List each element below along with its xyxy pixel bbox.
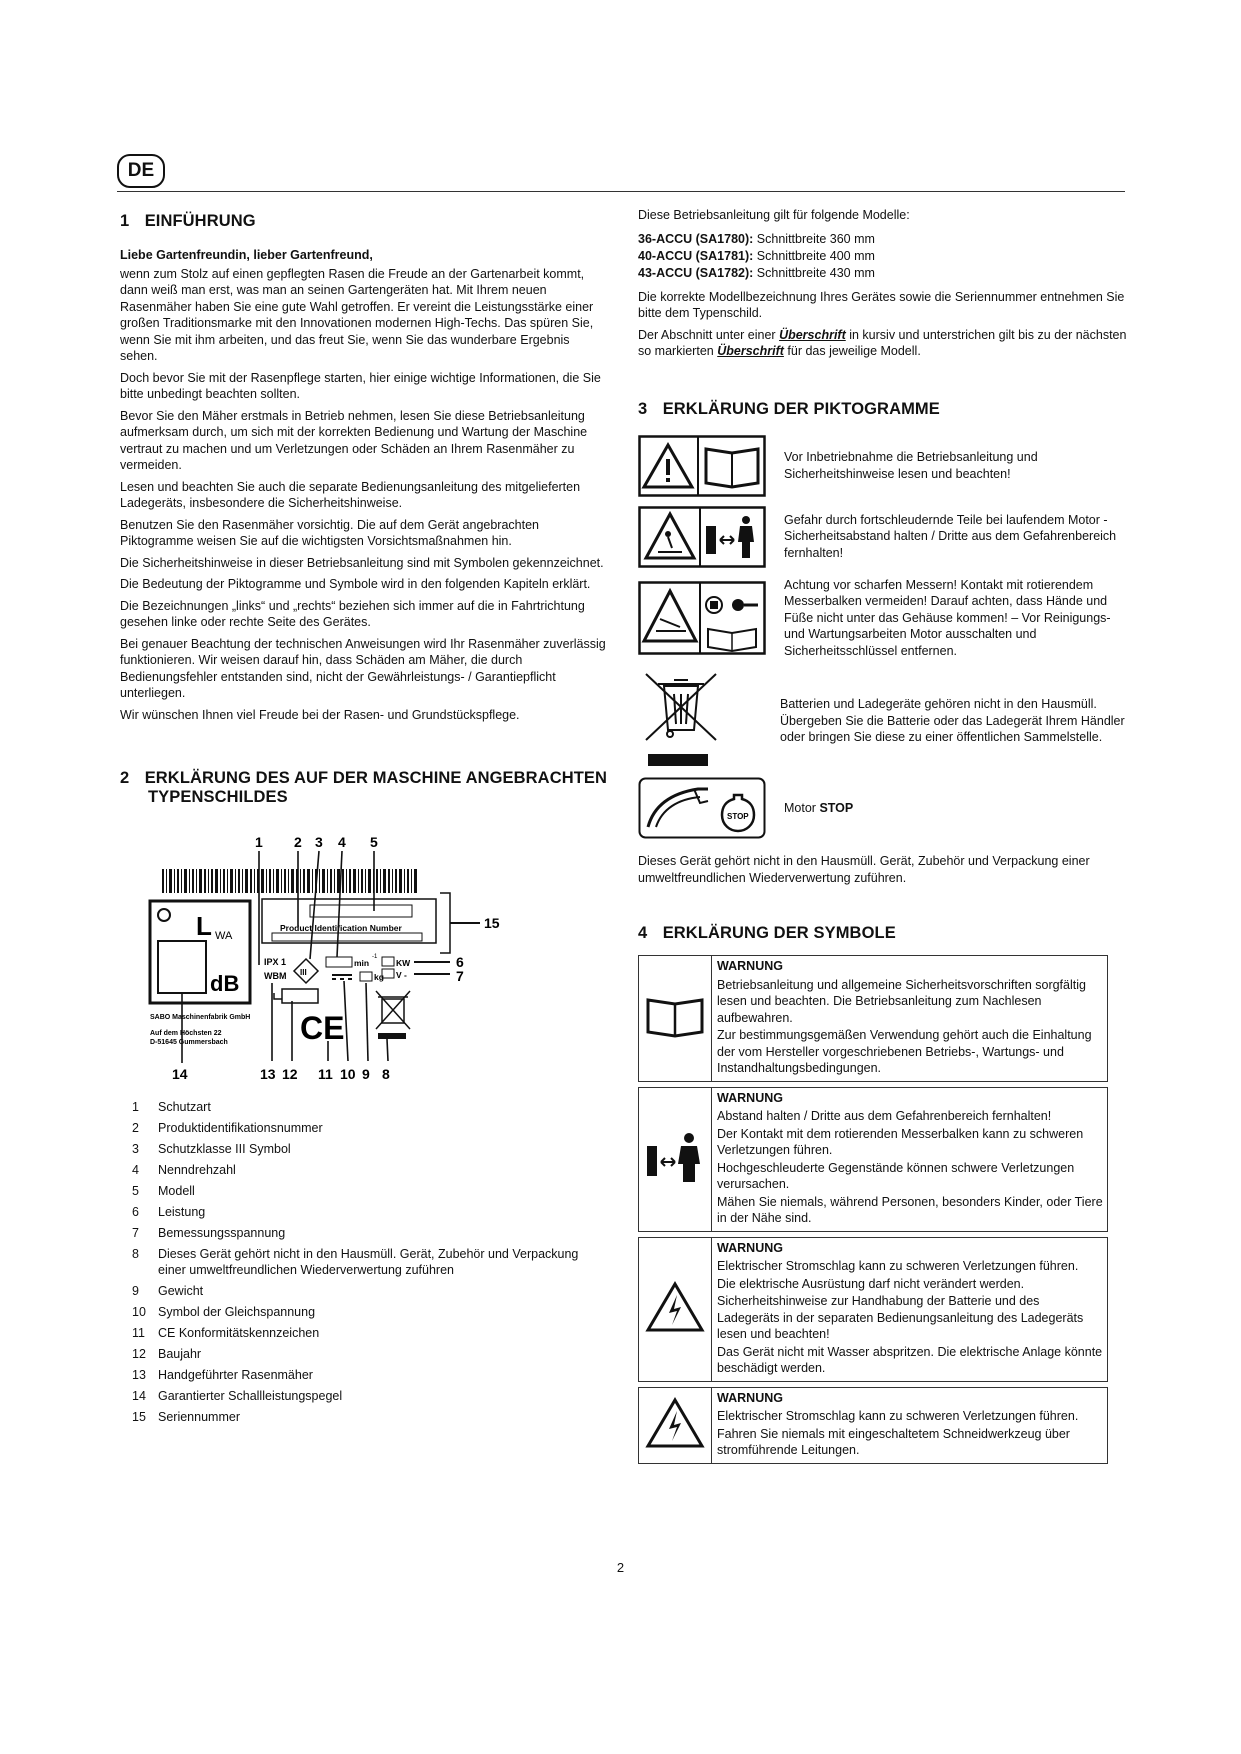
pictogram-thrown-objects [638, 506, 1128, 568]
warning-line: Sicherheitshinweise zur Handhabung der Batterie und des Ladegeräts in der separaten Bedienungsanleitung des Ladegeräts lesen und beachten! [717, 1294, 1084, 1341]
warning-line: Der Kontakt mit dem rotierenden Messerbalken kann zu schweren Verletzungen führen. [717, 1126, 1084, 1157]
legend-item: 10 Symbol der Gleichspannung [132, 1305, 316, 1319]
callout-4: 4 [338, 835, 346, 850]
legend-item: 12 Baujahr [132, 1347, 202, 1361]
nameplate-diagram [132, 835, 542, 1091]
symbols-table [638, 955, 1108, 1464]
sharp-blade-key-icon [638, 581, 766, 655]
symbol-icon-cell [639, 1387, 712, 1463]
intro-paragraph-4: Lesen und beachten Sie auch die separate Bedienungsanleitung des mitgelieferten Ladegeräts, insbesondere die Sicherheitshinweise. [120, 479, 581, 510]
symbol-row [639, 1237, 1108, 1381]
callout-13: 13 [260, 1066, 276, 1082]
left-column [120, 212, 608, 1430]
warning-line: Betriebsanleitung und allgemeine Sicherheitsvorschriften sorgfältig lesen und beachten. Die Betriebsanleitung zum Nachlesen aufbewahren. [717, 977, 1086, 1025]
callout-8: 8 [382, 1066, 390, 1082]
legend-item: 2 Produktidentifikationsnummer [132, 1121, 323, 1135]
warning-line: Elektrischer Stromschlag kann zu schweren Verletzungen führen. [717, 1259, 1079, 1273]
symbol-text-cell [712, 956, 1108, 1082]
callout-9: 9 [362, 1066, 370, 1082]
intro-paragraph-9: Bei genauer Beachtung der technischen Anweisungen wird Ihr Rasenmäher zuverlässig funktionieren. Wir weisen darauf hin, dass Schäden am Mäher, die durch Bedienungsfehler entstanden sind, nicht der Gewährleistungs- / Garantiepflicht unterliegen. [120, 636, 606, 700]
model-line: 40-ACCU (SA1781): Schnittbreite 400 mm [638, 248, 875, 263]
callout-3: 3 [315, 835, 323, 850]
kg-label: kg [374, 972, 384, 982]
legend-item: 9 Gewicht [132, 1284, 204, 1298]
ipx-label: IPX 1 [264, 957, 287, 967]
legend-item: 11 CE Konformitätskennzeichen [132, 1326, 320, 1340]
model-line: 36-ACCU (SA1780): Schnittbreite 360 mm [638, 231, 875, 246]
stop-icon-text: STOP [727, 812, 749, 821]
legend-item: 1 Schutzart [132, 1100, 211, 1114]
warning-label: WARNUNG [717, 1390, 783, 1405]
intro-paragraph-3: Bevor Sie den Mäher erstmals in Betrieb nehmen, lesen Sie diese Betriebsanleitung aufmerksam durch, um sich mit der korrekten Bedienung und Wartung der Maschine vertraut zu machen und um Verletzungen oder Schäden an Ihrem Rasenmäher zu vermeiden. [120, 408, 588, 472]
callout-11: 11 [318, 1066, 333, 1082]
warning-label: WARNUNG [717, 1090, 783, 1105]
barcode [162, 869, 417, 893]
intro-paragraph-5: Benutzen Sie den Rasenmäher vorsichtig. Die auf dem Gerät angebrachten Piktogramme weisen Sie auf die wichtigsten Vorsichtsmaßnahmen hin. [120, 517, 539, 548]
wheelie-bin-icon [376, 991, 410, 1029]
product-id-label: Product Identification Number [280, 923, 402, 933]
warning-label: WARNUNG [717, 1240, 783, 1255]
pictogram-sharp-blades [638, 577, 1128, 660]
address-line-2: D-51645 Gummersbach [150, 1039, 228, 1046]
wbm-label: WBM [264, 971, 287, 981]
legend-item: 6 Leistung [132, 1205, 206, 1219]
kw-label: KW [396, 958, 411, 968]
lwa-label: L [196, 911, 212, 941]
warning-line: Hochgeschleuderte Gegenstände können schwere Verletzungen verursachen. [717, 1160, 1075, 1191]
warning-line: Fahren Sie niemals mit eingeschaltetem Schneidwerkzeug über stromführende Leitungen. [717, 1426, 1070, 1457]
crossed-bin-icon [638, 668, 766, 768]
keep-distance-icon [645, 1130, 705, 1184]
heading-note: Der Abschnitt unter einer Überschrift in kursiv und unterstrichen gilt bis zu der nächsten so markierten Überschrift für das jeweilige Modell. [638, 327, 1127, 358]
electric-shock-icon [645, 1281, 705, 1333]
legend-item: 4 Nenndrehzahl [132, 1163, 236, 1177]
warning-line: Die elektrische Ausrüstung darf nicht verändert werden. [717, 1276, 1025, 1291]
callout-1: 1 [255, 835, 263, 850]
warning-line: Das Gerät nicht mit Wasser abspritzen. Die elektrische Anlage könnte beschädigt werden. [717, 1344, 1103, 1375]
address-line-1: Auf dem Höchsten 22 [150, 1030, 222, 1037]
header-divider [117, 191, 1125, 192]
model-note: Die korrekte Modellbezeichnung Ihres Gerätes sowie die Seriennummer entnehmen Sie bitte dem Typenschild. [638, 289, 1125, 320]
symbol-text-cell [712, 1387, 1108, 1463]
section-3-title: 3 ERKLÄRUNG DER PIKTOGRAMME [638, 399, 940, 418]
legend-item: 5 Modell [132, 1184, 195, 1198]
lwa-sub: WA [215, 930, 233, 942]
db-label: dB [210, 971, 240, 996]
intro-paragraph-1: wenn zum Stolz auf einen gepflegten Rasen die Freude an der Gartenarbeit kommt, dann weiß man erst, was man an seinen Gartengeräten hat. Mit Ihrem neuen Rasenmäher haben Sie eine gute Wahl getroffen. Er vereint die Leistungsstärke einer großen Traditionsmarke mit den Innovationen modernen High-Techs. Das spüren Sie, wenn Sie mit ihm arbeiten, und das freut Sie, wenn Sie das wunderbare Ergebnis sehen. [120, 266, 594, 363]
class3-symbol: III [300, 968, 307, 977]
intro-paragraph-6: Die Sicherheitshinweise in dieser Betriebsanleitung sind mit Symbolen gekennzeichnet. [120, 555, 604, 570]
intro-paragraph-10: Wir wünschen Ihnen viel Freude bei der Rasen- und Grundstückspflege. [120, 707, 520, 722]
pictogram-text: Batterien und Ladegeräte gehören nicht in den Hausmüll. Übergeben Sie die Batterie oder das Ladegerät Ihrem Händler oder bringen Sie diese zu einer öffentlichen Sammelstelle. [780, 697, 1125, 744]
greeting: Liebe Gartenfreundin, lieber Gartenfreund, [120, 248, 373, 262]
pictogram-text: Vor Inbetriebnahme die Betriebsanleitung und Sicherheitshinweise lesen und beachten! [784, 450, 1038, 481]
callout-7: 7 [456, 968, 464, 984]
symbol-row [639, 1087, 1108, 1231]
symbol-icon-cell [639, 956, 712, 1082]
intro-paragraph-2: Doch bevor Sie mit der Rasenpflege starten, hier einige wichtige Informationen, die Sie bitte unbedingt beachten sollten. [120, 370, 601, 401]
motor-stop-text: Motor STOP [784, 800, 854, 815]
models-intro: Diese Betriebsanleitung gilt für folgende Modelle: [638, 208, 910, 222]
recycle-note: Dieses Gerät gehört nicht in den Hausmüll. Gerät, Zubehör und Verpackung einer umweltfreundlichen Wiederverwertung zuführen. [638, 854, 1090, 885]
legend-item: 13 Handgeführter Rasenmäher [132, 1368, 313, 1382]
thrown-objects-distance-icon [638, 506, 766, 568]
warning-book-icon [638, 435, 766, 497]
warning-label: WARNUNG [717, 959, 783, 973]
right-column [638, 207, 1128, 1464]
section-4-title: 4 ERKLÄRUNG DER SYMBOLE [638, 924, 896, 942]
pictogram-motor-stop [638, 777, 1128, 839]
legend-item: 14 Garantierter Schallleistungspegel [132, 1389, 343, 1403]
pictogram-text: Achtung vor scharfen Messern! Kontakt mit rotierendem Messerbalken vermeiden! Darauf achten, dass Hände und Füße nicht unter das Gehäuse kommen! – Vor Reinigungs- und Wartungsarbeiten Motor ausschalten und Sicherheitsschlüssel entfernen. [784, 577, 1111, 658]
callout-15: 15 [484, 915, 500, 931]
pictogram-text: Gefahr durch fortschleudernde Teile bei laufendem Motor - Sicherheitsabstand halten / Dritte aus dem Gefahrenbereich fernhalten! [784, 512, 1117, 560]
symbol-icon-cell [639, 1087, 712, 1231]
symbol-row [639, 956, 1108, 1082]
callout-10: 10 [340, 1066, 356, 1082]
symbol-row [639, 1387, 1108, 1463]
legend-item: 15 Seriennummer [132, 1410, 240, 1424]
v-label: V - [396, 970, 407, 980]
warning-line: Elektrischer Stromschlag kann zu schweren Verletzungen führen. [717, 1409, 1079, 1423]
callout-2: 2 [294, 835, 302, 850]
manufacturer-label: SABO Maschinenfabrik GmbH [150, 1014, 251, 1021]
callout-6: 6 [456, 954, 464, 970]
language-badge: DE [117, 154, 165, 188]
legend-item: 7 Bemessungsspannung [132, 1226, 286, 1240]
warning-line: Mähen Sie niemals, während Personen, besonders Kinder, oder Tiere in der Nähe sind. [717, 1194, 1103, 1225]
section-2-title: 2 ERKLÄRUNG DES AUF DER MASCHINE ANGEBRACHTEN TYPENSCHILDES [120, 769, 608, 806]
warning-line: Zur bestimmungsgemäßen Verwendung gehört auch die Einhaltung der vom Hersteller vorgeschriebenen Betriebs-, Wartungs- und Instandhaltungsbedingungen. [717, 1028, 1092, 1075]
legend-item: 8 Dieses Gerät gehört nicht in den Hausmüll. Gerät, Zubehör und Verpackung einer umweltfreundlichen Wiederverwertung zuführen [132, 1247, 579, 1277]
min-label: min [354, 958, 370, 968]
callout-12: 12 [282, 1066, 298, 1082]
intro-paragraph-7: Die Bedeutung der Piktogramme und Symbole wird in den folgenden Kapiteln erklärt. [120, 577, 591, 591]
pictogram-read-manual [638, 435, 1128, 497]
symbol-text-cell [712, 1237, 1108, 1381]
ce-mark: CE [300, 1010, 345, 1046]
symbol-icon-cell [639, 1237, 712, 1381]
open-book-icon [645, 994, 705, 1038]
symbol-text-cell [712, 1087, 1108, 1231]
min-sup: -1 [372, 954, 378, 960]
legend-item: 3 Schutzklasse III Symbol [132, 1142, 291, 1156]
callout-14: 14 [172, 1066, 188, 1082]
section-1-title: 1 EINFÜHRUNG [120, 212, 256, 230]
warning-line: Abstand halten / Dritte aus dem Gefahrenbereich fernhalten! [717, 1109, 1052, 1123]
callout-5: 5 [370, 835, 378, 850]
pictogram-battery-disposal [638, 668, 1128, 768]
model-line: 43-ACCU (SA1782): Schnittbreite 430 mm [638, 265, 875, 280]
nameplate-legend [120, 1099, 608, 1425]
motor-stop-icon [638, 777, 766, 839]
electric-shock-icon [645, 1397, 705, 1449]
intro-paragraph-8: Die Bezeichnungen „links“ und „rechts“ beziehen sich immer auf die in Fahrtrichtung gesehen linke oder rechte Seite des Gerätes. [120, 598, 585, 629]
page-number: 2 [616, 1560, 625, 1575]
